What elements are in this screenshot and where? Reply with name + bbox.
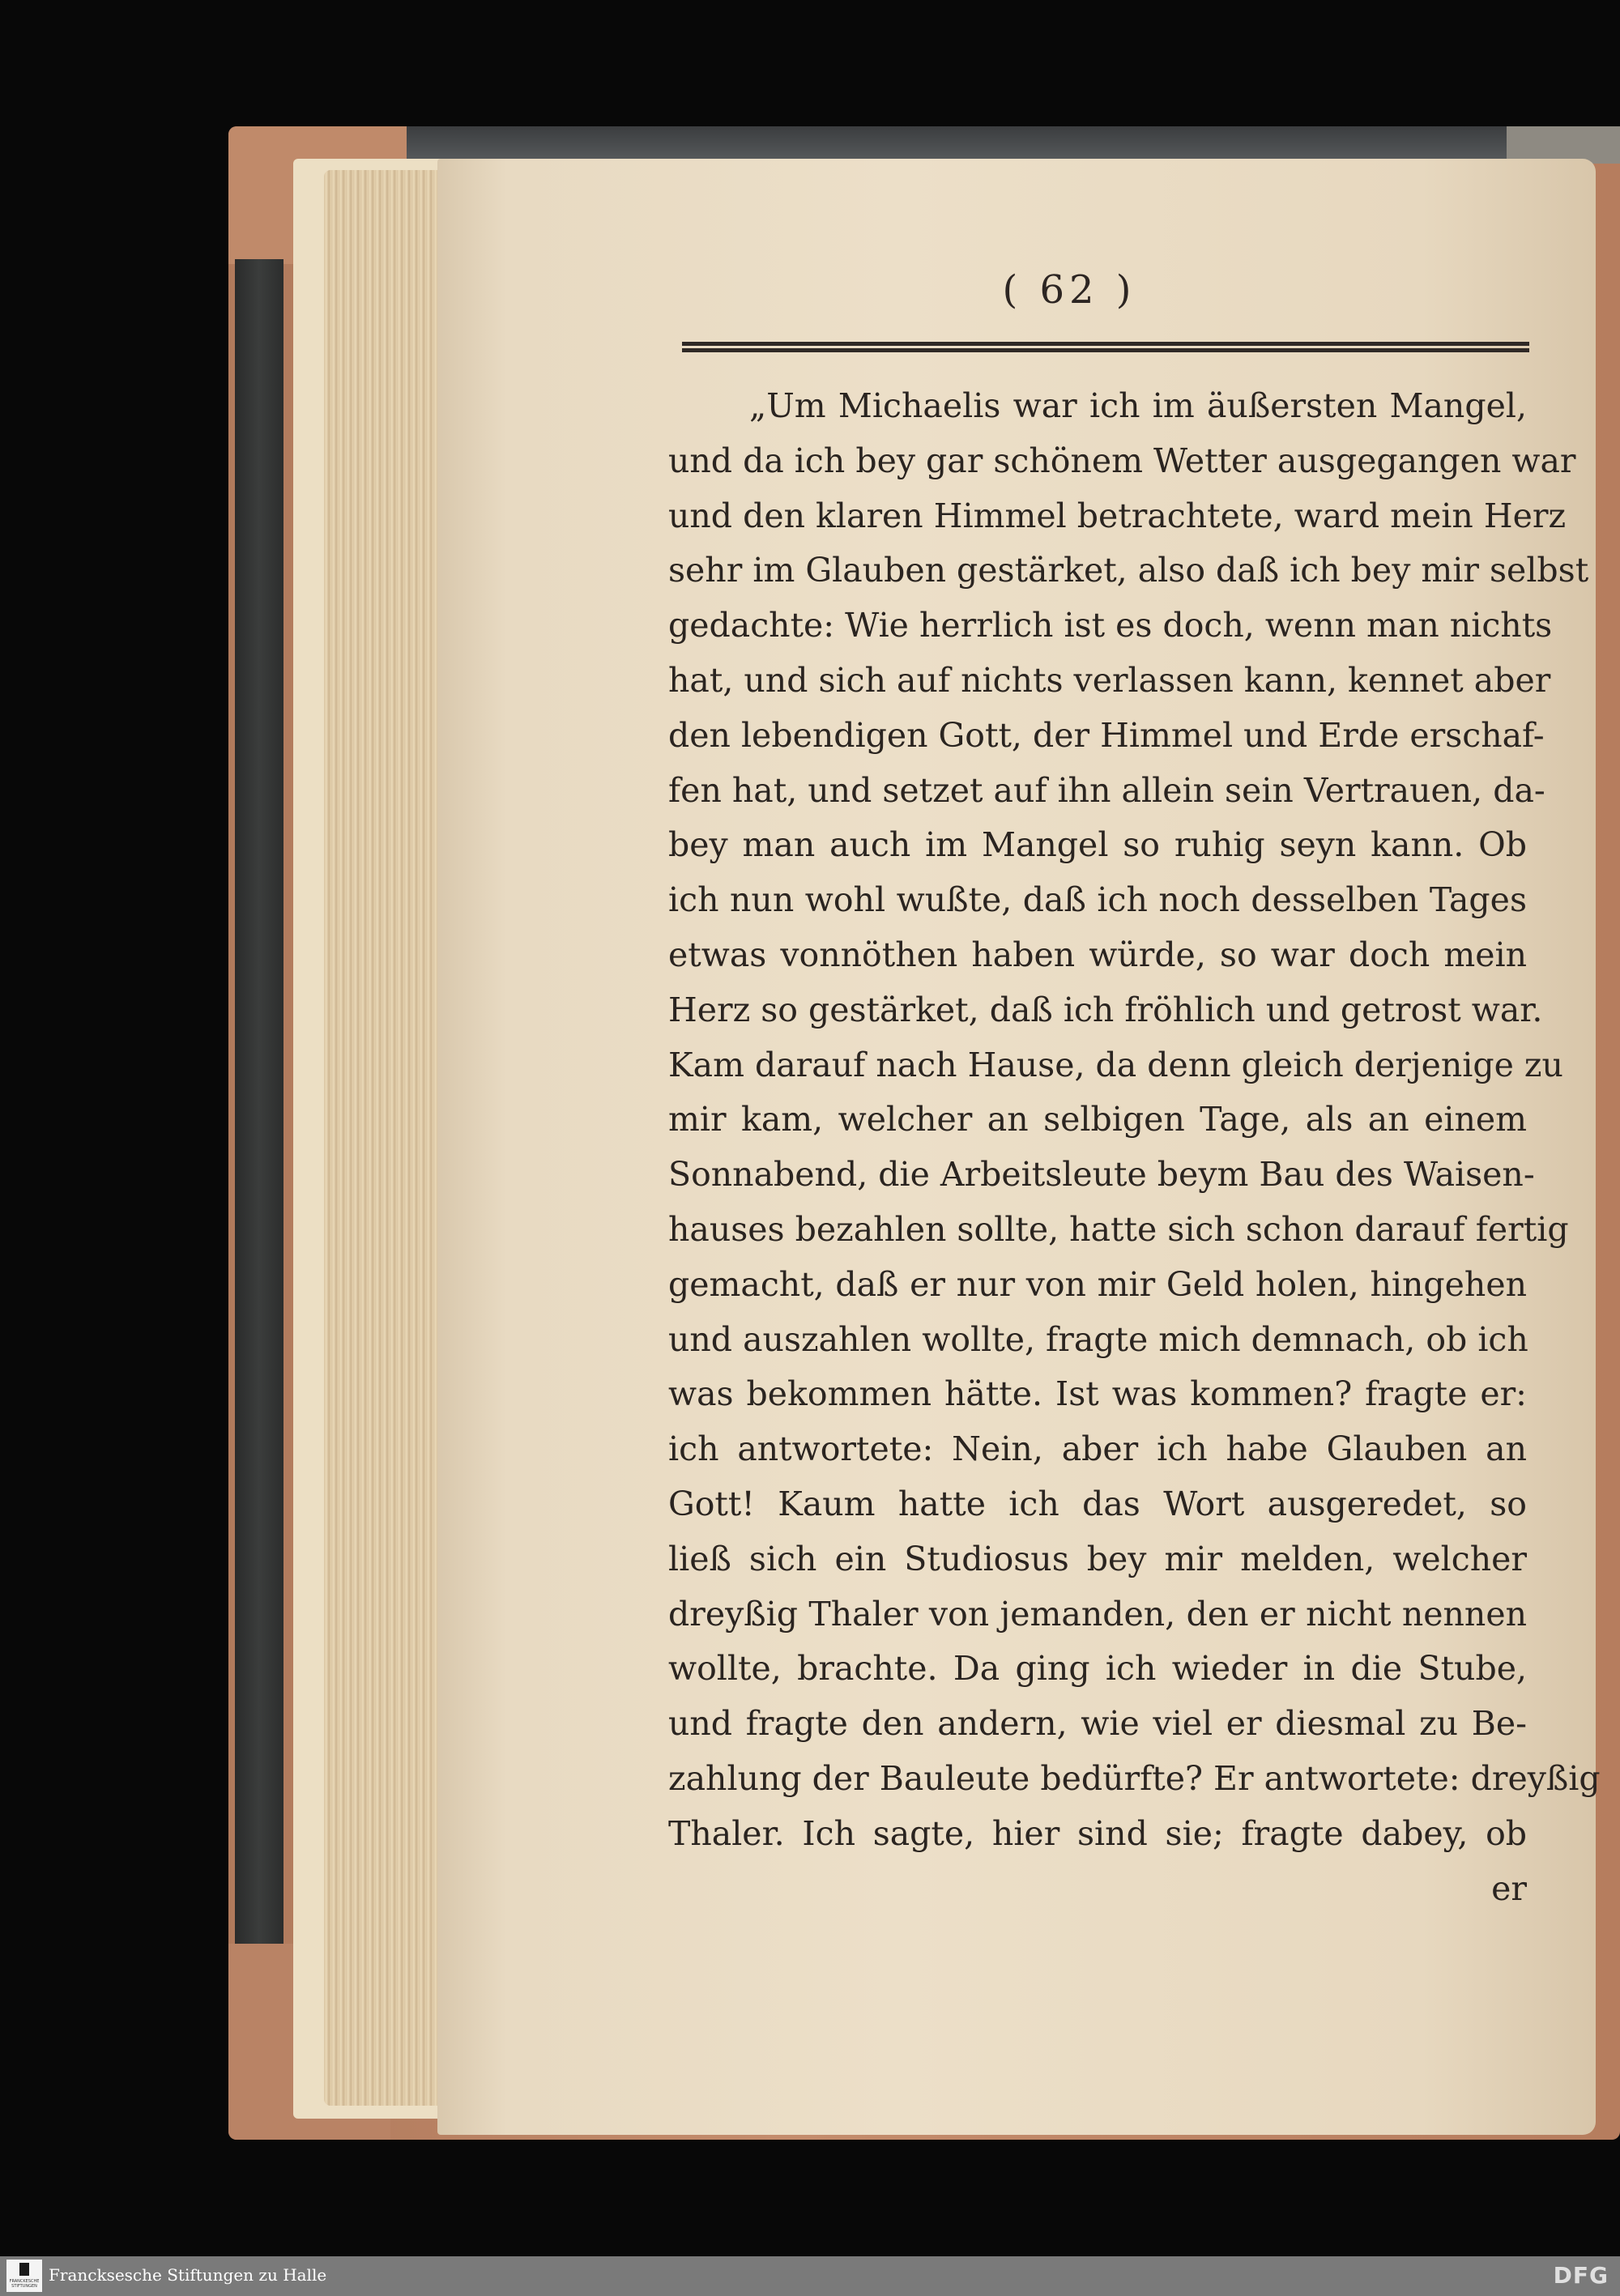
- cover-top-band: [389, 126, 1604, 159]
- text-line: gemacht, daß er nur von mir Geld holen, hingehen: [668, 1264, 1527, 1304]
- dfg-logo: DFG: [1553, 2262, 1609, 2289]
- text-line: Gott! Kaum hatte ich das Wort ausgeredet, so: [668, 1484, 1527, 1523]
- text-line: und fragte den andern, wie viel er diesmal zu Be-: [668, 1704, 1527, 1744]
- text-line: zahlung der Bauleute bedürfte? Er antwortete: dreyßig: [668, 1758, 1601, 1798]
- text-line: den lebendigen Gott, der Himmel und Erde erschaf-: [668, 715, 1545, 755]
- text-line: gedachte: Wie herrlich ist es doch, wenn man nichts: [668, 606, 1553, 645]
- institution-logo-icon: [6, 2260, 42, 2292]
- text-line: bey man auch im Mangel so ruhig seyn kann. Ob: [668, 825, 1527, 865]
- text-line: „Um Michaelis war ich im äußersten Mangel,: [749, 386, 1527, 425]
- rule-line-top: [682, 342, 1529, 346]
- text-line: Kam darauf nach Hause, da denn gleich derjenige zu: [668, 1045, 1563, 1084]
- text-line: mir kam, welcher an selbigen Tage, als an einem: [668, 1100, 1527, 1139]
- logo-mark: [19, 2263, 29, 2276]
- text-line: hauses bezahlen sollte, hatte sich schon darauf fertig: [668, 1209, 1569, 1249]
- text-line: wollte, brachte. Da ging ich wieder in die Stube,: [668, 1649, 1527, 1689]
- text-line: ich antwortete: Nein, aber ich habe Glauben an: [668, 1429, 1527, 1469]
- header-rule: [682, 342, 1529, 353]
- text-line: und den klaren Himmel betrachtete, ward mein Herz: [668, 496, 1567, 535]
- catchword: er: [1491, 1868, 1527, 1908]
- text-line: Sonnabend, die Arbeitsleute beym Bau des Waisen-: [668, 1155, 1535, 1195]
- text-line: ich nun wohl wußte, daß ich noch desselben Tages: [668, 880, 1527, 920]
- cover-spine: [235, 259, 284, 1944]
- text-line: und auszahlen wollte, fragte mich demnach, ob ich: [668, 1319, 1528, 1359]
- text-line: was bekommen hätte. Ist was kommen? fragte er:: [668, 1374, 1527, 1414]
- footer-bar: [0, 2256, 1620, 2296]
- text-line: etwas vonnöthen haben würde, so war doch mein: [668, 935, 1527, 974]
- rule-line-bottom: [682, 348, 1529, 352]
- logo-text: FRANCKESCHE STIFTUNGEN: [9, 2279, 40, 2289]
- text-line: ließ sich ein Studiosus bey mir melden, welcher: [668, 1539, 1527, 1578]
- text-line: fen hat, und setzet auf ihn allein sein Vertrauen, da-: [668, 770, 1545, 810]
- text-line: Herz so gestärket, daß ich fröhlich und getrost war.: [668, 990, 1543, 1029]
- body-text: [668, 379, 1601, 1916]
- text-line: und da ich bey gar schönem Wetter ausgegangen war: [668, 441, 1576, 480]
- institution-name: Francksesche Stiftungen zu Halle: [49, 2265, 327, 2285]
- text-line: dreyßig Thaler von jemanden, den er nicht nennen: [668, 1594, 1527, 1634]
- text-line: hat, und sich auf nichts verlassen kann, kennet aber: [668, 660, 1551, 700]
- page-number: ( 62 ): [1002, 267, 1136, 313]
- text-line: Thaler. Ich sagte, hier sind sie; fragte dabey, ob: [668, 1813, 1527, 1853]
- text-line: sehr im Glauben gestärket, also daß ich bey mir selbst: [668, 551, 1589, 590]
